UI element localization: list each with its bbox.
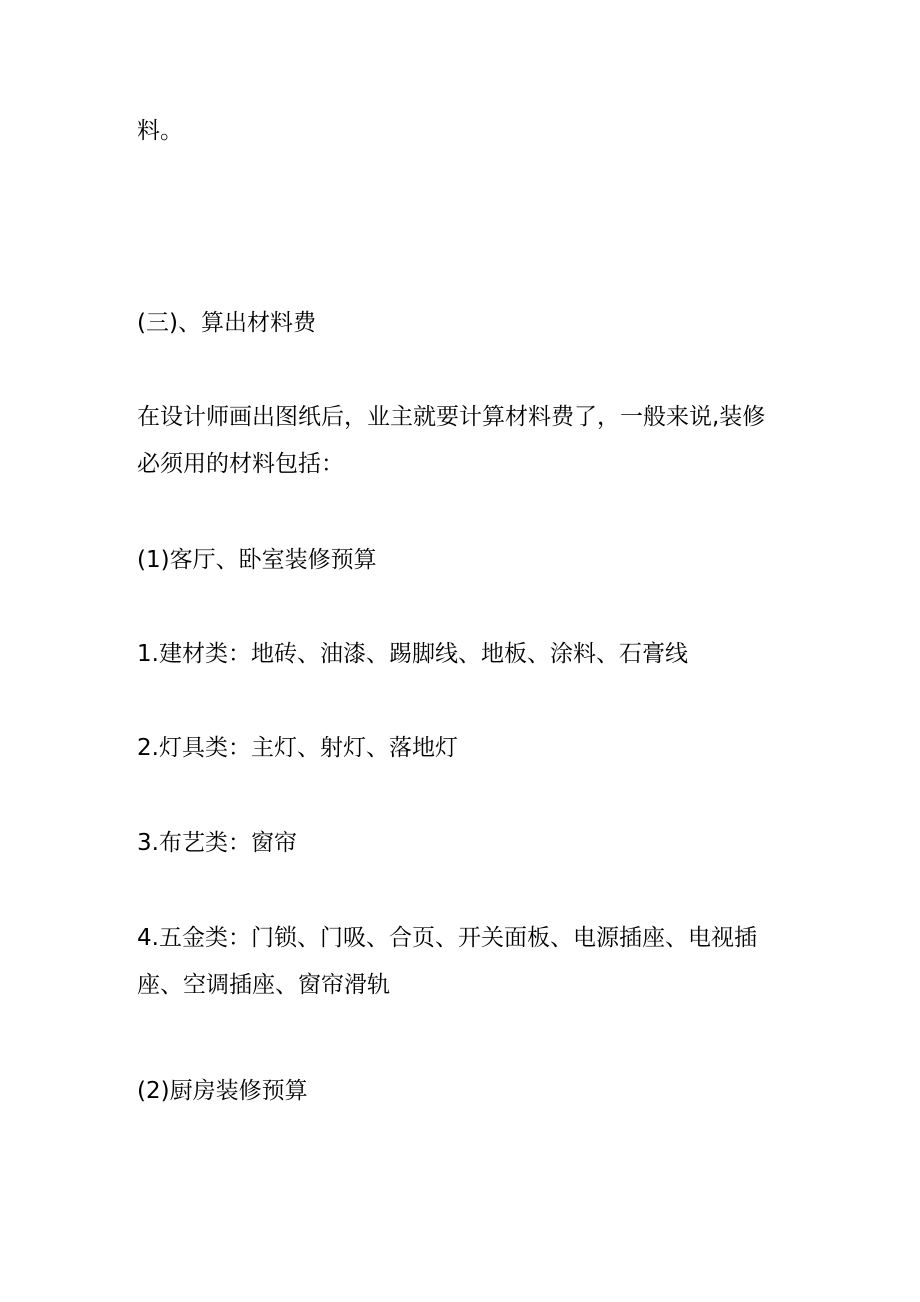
continuation-text: 料。	[137, 118, 183, 144]
list-item-lighting: 2.灯具类：主灯、射灯、落地灯	[137, 735, 458, 761]
intro-paragraph	[137, 394, 787, 488]
list-item-fabric: 3.布艺类：窗帘	[137, 830, 297, 856]
section-heading: (三)、算出材料费	[137, 310, 316, 336]
hardware-line-1: 4.五金类：门锁、门吸、合页、开关面板、电源插座、电视插	[137, 925, 757, 951]
hardware-line-2: 座、空调插座、窗帘滑轨	[137, 972, 390, 998]
list-item-hardware	[137, 915, 787, 1009]
intro-line-1: 在设计师画出图纸后，业主就要计算材料费了，一般来说,装修	[137, 404, 766, 430]
subsection-heading-kitchen: (2)厨房装修预算	[137, 1078, 308, 1104]
list-item-building-materials: 1.建材类：地砖、油漆、踢脚线、地板、涂料、石膏线	[137, 641, 688, 667]
intro-line-2: 必须用的材料包括：	[137, 451, 344, 477]
subsection-heading-living-bedroom: (1)客厅、卧室装修预算	[137, 547, 377, 573]
